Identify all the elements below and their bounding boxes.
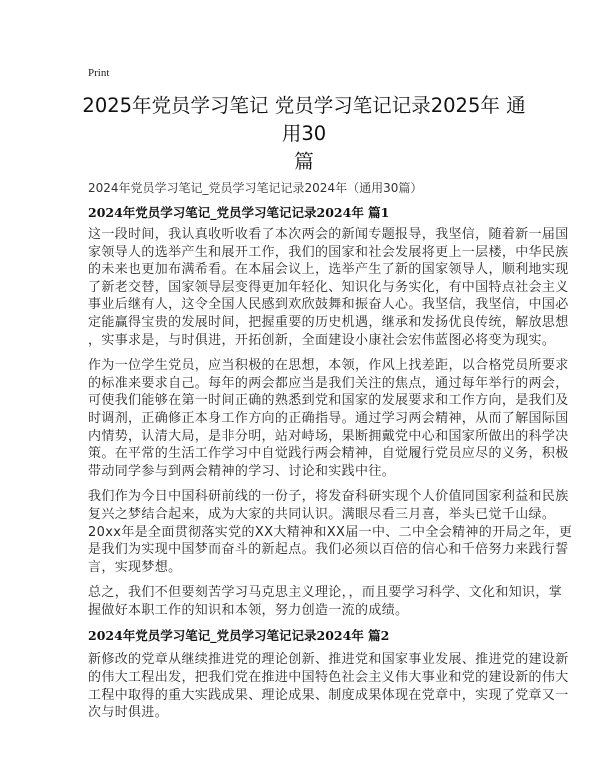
page-title <box>80 92 528 176</box>
paragraph-line: 事业后继有人，这令全国人民感到欢欣鼓舞和振奋人心。我坚信，我坚信，中国必 <box>88 297 569 313</box>
paragraph-line: 言，实现梦想。 <box>88 559 182 575</box>
paragraph-line: 的标准来要求自己。每年的两会都应当是我们关注的焦点，通过每年举行的两会， <box>88 375 569 391</box>
paragraph-line: 了新老交替，国家领导层变得更加年轻化、知识化与务实化，有中国特点社会主义 <box>88 279 569 295</box>
paragraph-line: 次与时俱进。 <box>88 705 169 721</box>
paragraph-line: 工程中取得的重大实践成果、理论成果、制度成果体现在党章中，实现了党章又一 <box>88 687 569 703</box>
paragraph-line: 是我们为实现中国梦而奋斗的新起点。我们必须以百倍的信心和千倍努力来践行誓 <box>88 542 569 558</box>
paragraph-line: 家领导人的选举产生和展开工作，我们的国家和社会发展将更上一层楼，中华民族 <box>88 244 569 260</box>
paragraph-line: 20xx年是全面贯彻落实党的XX大精神和XX届一中、二中全会精神的开局之年，更 <box>88 524 573 540</box>
paragraph-line: 复兴之梦结合起来，成为大家的共同认识。满眼尽看三月喜，举头已觉千山绿。 <box>88 506 556 522</box>
paragraph-line: 内情势，认清大局，是非分明，站对峙场，果断拥戴党中心和国家所做出的科学决 <box>88 428 569 444</box>
document-body <box>82 66 573 722</box>
paragraph-line: 策。在平常的生活工作学习中自觉践行两会精神，自觉履行党员应尽的义务，积极 <box>88 446 569 462</box>
paragraph-line: 握做好本职工作的知识和本领，努力创造一流的成绩。 <box>88 602 409 618</box>
section-heading: 2024年党员学习笔记_党员学习笔记记录2024年 篇1 <box>88 205 390 220</box>
paragraph-line: 这一段时间，我认真收听收看了本次两会的新闻专题报导，我坚信，随着新一届国 <box>88 227 569 242</box>
paragraph-line: 的伟大工程出发，把我们党在推进中国特色社会主义伟大事业和党的建设新的伟大 <box>88 670 569 686</box>
paragraph-line: 可使我们能够在第一时间正确的熟悉到党和国家的发展要求和工作方向，是我们及 <box>88 393 569 409</box>
paragraph <box>88 488 573 576</box>
paragraph <box>88 226 569 349</box>
document-subtitle: 2024年党员学习笔记_党员学习笔记记录2024年（通用30篇） <box>88 181 423 195</box>
paragraph-line: 新修改的党章从继续推进党的理论创新、推进党和国家事业发展、推进党的建设新 <box>88 652 569 668</box>
paragraph-line: 我们作为今日中国科研前线的一份子，将发奋科研实现个人价值同国家利益和民族 <box>88 489 569 505</box>
paragraph-line: 带动同学参与到两会精神的学习、讨论和实践中往。 <box>88 463 396 479</box>
title-line: 2025年党员学习笔记 党员学习笔记记录2025年 通用30 <box>82 94 526 145</box>
print-link[interactable]: Print <box>88 67 110 79</box>
title-line: 篇 <box>294 150 314 173</box>
paragraph <box>88 357 569 480</box>
section-heading: 2024年党员学习笔记_党员学习笔记记录2024年 篇2 <box>88 628 390 644</box>
paragraph-line: 的未来也更加布满希看。在本届会议上，选举产生了新的国家领导人，顺利地实现 <box>88 262 569 278</box>
paragraph-line: 时调剂，正确修正本身工作方向的正确指导。通过学习两会精神，从而了解国际国 <box>88 410 569 426</box>
paragraph-line: ，实事求是，与时俱进，开拓创新，全面建设小康社会宏伟蓝图必将变为现实。 <box>88 332 556 348</box>
paragraph-line: 总之，我们不但要刻苦学习马克思主义理论，，而且要学习科学、文化和知识，掌 <box>88 585 563 601</box>
paragraph <box>88 651 569 721</box>
paragraph-line: 作为一位学生党员，应当积极的在思想，本领，作风上找差距，以合格党员所要求 <box>88 358 569 374</box>
paragraph <box>88 584 563 619</box>
paragraph-line: 定能赢得宝贵的发展时间，把握重要的历史机遇，继承和发扬优良传统，解放思想 <box>88 314 569 330</box>
